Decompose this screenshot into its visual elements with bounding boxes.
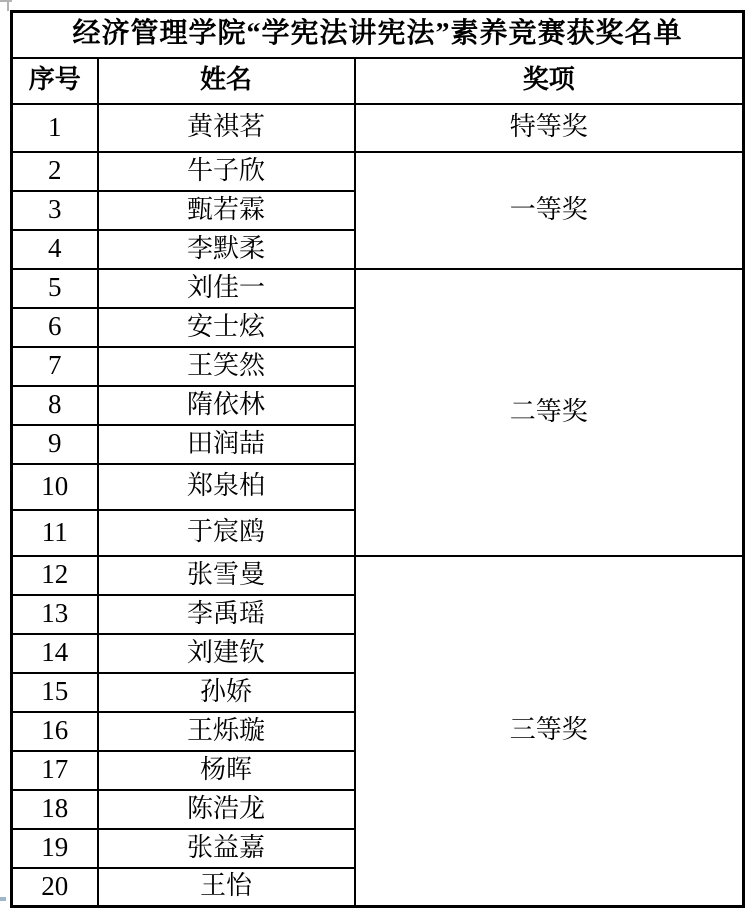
header-award: 奖项 [355,58,744,104]
row-name: 张雪曼 [98,556,355,595]
row-no: 1 [12,104,98,152]
row-no: 10 [12,464,98,510]
row-name: 郑泉柏 [98,464,355,510]
row-no: 16 [12,712,98,751]
row-no: 19 [12,829,98,868]
row-no: 4 [12,230,98,269]
header-name: 姓名 [98,58,355,104]
bottom-left-mark [0,897,6,901]
row-name: 甄若霖 [98,191,355,230]
row-name: 李禹瑶 [98,595,355,634]
row-name: 于宸鸥 [98,510,355,556]
table-row [12,152,744,191]
row-name: 黄祺茗 [98,104,355,152]
row-no: 9 [12,425,98,464]
corner-mark-vertical [7,0,9,11]
row-no: 5 [12,269,98,308]
award-cell-first: 一等奖 [355,152,744,269]
row-no: 17 [12,751,98,790]
row-no: 13 [12,595,98,634]
row-name: 刘建钦 [98,634,355,673]
row-no: 12 [12,556,98,595]
award-table [10,10,745,908]
row-name: 王笑然 [98,347,355,386]
row-name: 隋依林 [98,386,355,425]
row-name: 王怡 [98,868,355,907]
row-name: 张益嘉 [98,829,355,868]
row-name: 孙娇 [98,673,355,712]
table-row [12,556,744,595]
award-cell-special: 特等奖 [355,104,744,152]
row-name: 牛子欣 [98,152,355,191]
row-no: 6 [12,308,98,347]
row-name: 刘佳一 [98,269,355,308]
row-no: 3 [12,191,98,230]
row-name: 安士炫 [98,308,355,347]
row-no: 11 [12,510,98,556]
award-cell-second: 二等奖 [355,269,744,556]
row-no: 18 [12,790,98,829]
row-no: 8 [12,386,98,425]
table-row [12,104,744,152]
table-title-row [12,12,744,58]
table-header-row [12,58,744,104]
award-cell-third: 三等奖 [355,556,744,907]
table-title: 经济管理学院“学宪法讲宪法”素养竞赛获奖名单 [12,12,744,58]
row-no: 2 [12,152,98,191]
row-no: 14 [12,634,98,673]
table-row [12,269,744,308]
row-name: 陈浩龙 [98,790,355,829]
row-name: 王烁璇 [98,712,355,751]
row-name: 杨晖 [98,751,355,790]
corner-mark-horizontal [0,0,12,2]
row-no: 7 [12,347,98,386]
header-no: 序号 [12,58,98,104]
row-name: 田润喆 [98,425,355,464]
row-no: 20 [12,868,98,907]
row-no: 15 [12,673,98,712]
row-name: 李默柔 [98,230,355,269]
